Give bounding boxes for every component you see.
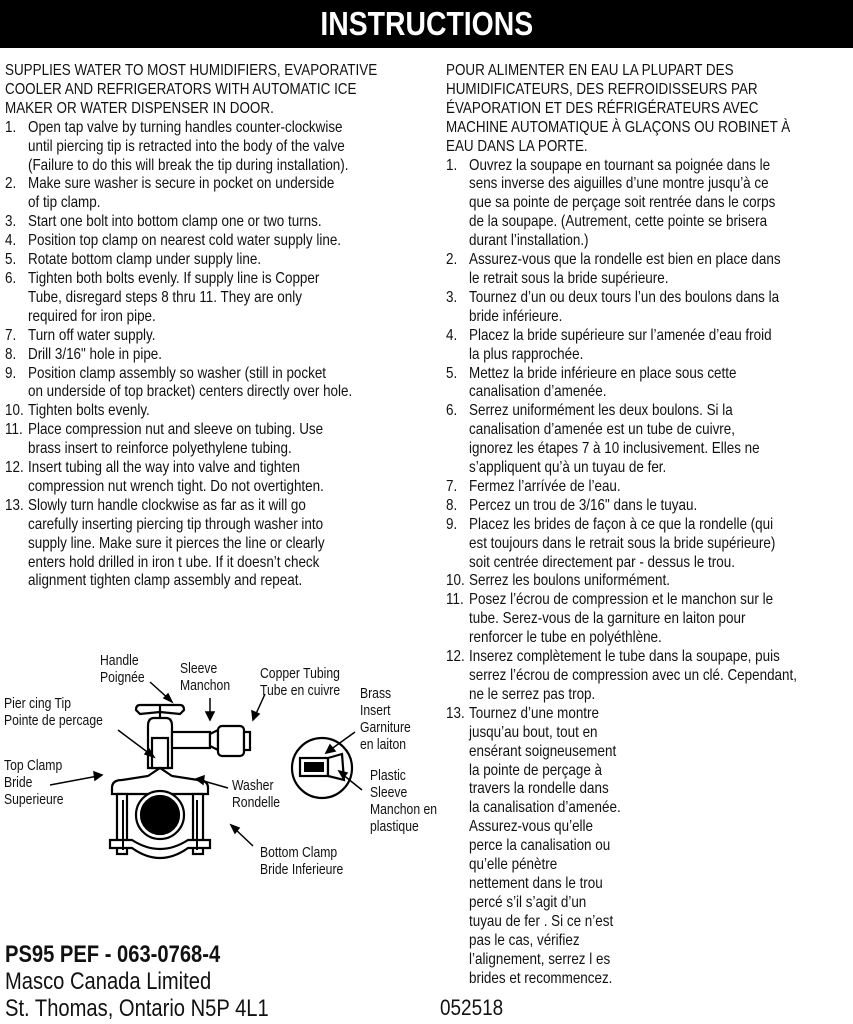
instruction-step	[5, 402, 430, 421]
step-number: 1.	[446, 156, 458, 174]
english-steps-list	[5, 119, 430, 592]
intro-line: POUR ALIMENTER EN EAU LA PLUPART DES	[446, 62, 734, 79]
instruction-step	[446, 572, 851, 591]
step-number: 11.	[5, 421, 23, 439]
instruction-step	[5, 421, 430, 459]
intro-line: EAU DANS LA PORTE.	[446, 137, 588, 155]
step-text: Tournez d’un ou deux tours l’un des boulons dans la bride inférieure.	[469, 288, 780, 325]
english-instructions	[5, 62, 430, 591]
document-number: 052518	[440, 995, 504, 1020]
step-number: 2.	[5, 175, 17, 193]
instruction-step	[446, 365, 851, 403]
step-text: Percez un trou de 3/16" dans le tuyau.	[469, 496, 698, 514]
step-number: 9.	[446, 515, 458, 533]
french-intro	[446, 62, 851, 157]
step-text: Serrez les boulons uniformément.	[469, 572, 670, 590]
step-number: 3.	[5, 213, 17, 231]
step-number: 9.	[5, 364, 17, 382]
step-number: 12.	[446, 648, 465, 666]
step-text: Tighten bolts evenly.	[28, 402, 150, 420]
english-intro	[5, 62, 430, 119]
step-text: Position clamp assembly so washer (still in pocket on underside of top bracket) centers directly over hole.	[28, 364, 353, 401]
saddle-valve-diagram	[0, 650, 440, 890]
step-text: Drill 3/16" hole in pipe.	[28, 345, 163, 363]
step-text: Make sure washer is secure in pocket on underside of tip clamp.	[28, 175, 335, 212]
footer	[5, 941, 319, 1022]
instruction-step	[446, 516, 851, 573]
label-handle: Handle Poignée	[100, 653, 145, 686]
step-number: 7.	[5, 326, 17, 344]
step-text: Insert tubing all the way into valve and tighten compression nut wrench tight. Do not overtighten.	[28, 459, 324, 495]
step-text: Place compression nut and sleeve on tubing. Use brass insert to reinforce polyethylene tubing.	[28, 421, 324, 458]
instruction-step	[5, 251, 430, 270]
intro-line: HUMIDIFICATEURS, DES REFROIDISSEURS PAR	[446, 80, 758, 98]
step-text: Position top clamp on nearest cold water supply line.	[28, 232, 342, 250]
step-text: Mettez la bride inférieure en place sous cette canalisation d’amenée.	[469, 364, 737, 401]
instruction-step	[446, 591, 851, 648]
instruction-step	[5, 459, 430, 497]
instruction-step	[5, 270, 430, 327]
step-number: 8.	[446, 496, 458, 514]
intro-line: ÉVAPORATION ET DES RÉFRIGÉRATEURS AVEC	[446, 99, 759, 117]
step-text: Fermez l’arrívée de l’eau.	[469, 477, 621, 495]
label-piercing-tip: Pier cing Tip Pointe de percage	[4, 696, 103, 729]
step-number: 5.	[5, 251, 17, 269]
step-text: Serrez uniformément les deux boulons. Si la canalisation d’amenée est un tube de cuivre, ignorez les étapes 7 à 10 inclusivement. Elles ne s’appliquent qu’à un tuyau de fer.	[469, 402, 760, 477]
step-text: Placez la bride supérieure sur l’amenée d’eau froid la plus rapprochée.	[469, 326, 772, 363]
step-text: Open tap valve by turning handles counter-clockwise until piercing tip is retracted into the body of the valve (Failure to do this will break the tip during installation).	[28, 118, 349, 174]
instruction-step	[5, 232, 430, 251]
instruction-step	[446, 705, 851, 989]
instruction-step	[446, 648, 851, 705]
instruction-step	[446, 327, 851, 365]
step-number: 7.	[446, 477, 458, 495]
step-number: 6.	[446, 402, 458, 420]
step-text: Turn off water supply.	[28, 326, 156, 344]
step-number: 10.	[5, 402, 24, 420]
instruction-step	[5, 175, 430, 213]
intro-line: COOLER AND REFRIGERATORS WITH AUTOMATIC ICE	[5, 80, 357, 98]
step-number: 13.	[446, 704, 465, 722]
step-text: Inserez complètement le tube dans la soupape, puis serrez l’écrou de compression avec un clé. Cependant, ne le serrez pas trop.	[469, 648, 797, 703]
instruction-step	[5, 497, 430, 592]
step-text: Tighten both bolts evenly. If supply line is Copper Tube, disregard steps 8 thru 11. They are only required for iron pipe.	[28, 269, 320, 325]
step-text: Slowly turn handle clockwise as far as it will go carefully inserting piercing tip through washer into supply line. Make sure it pierces the line or clearly enters hold drilled in iron t ube. If it doesn’t check alignment tighten clamp assembly and repeat.	[28, 496, 325, 590]
step-text: Posez l’écrou de compression et le manchon sur le tube. Serez-vous de la garniture en laiton pour renforcer le tube en polyéthlène.	[469, 591, 774, 647]
step-number: 1.	[5, 118, 17, 136]
product-code: PS95 PEF - 063-0768-4	[5, 941, 221, 968]
company-address: St. Thomas, Ontario N5P 4L1	[5, 995, 269, 1022]
step-text: Placez les brides de façon à ce que la rondelle (qui est toujours dans le retrait sous la bride supérieure) soit centrée directement par - dessus le trou.	[469, 515, 776, 571]
step-text: Ouvrez la soupape en tournant sa poignée dans le sens inverse des aiguilles d’une montre jusqu’à ce que sa pointe de perçage soit rentrée dans le corps de la soupape. (Autrement, cette pointe se brisera durant l’installation.)	[469, 156, 776, 250]
instruction-step	[5, 213, 430, 232]
title-bar	[0, 0, 853, 48]
step-number: 3.	[446, 288, 458, 306]
intro-line: MACHINE AUTOMATIQUE À GLAÇONS OU ROBINET À	[446, 118, 791, 136]
label-brass-insert: Brass Insert Garniture en laiton	[360, 686, 411, 753]
page-title: INSTRUCTIONS	[320, 5, 533, 42]
step-text: Start one bolt into bottom clamp one or two turns.	[28, 213, 322, 231]
instruction-step	[446, 251, 851, 289]
step-number: 4.	[5, 232, 17, 250]
label-sleeve: Sleeve Manchon	[180, 661, 231, 694]
instruction-step	[446, 478, 851, 497]
instruction-step	[5, 346, 430, 365]
label-top-clamp: Top Clamp Bride Superieure	[4, 758, 64, 808]
step-number: 5.	[446, 364, 458, 382]
step-number: 12.	[5, 459, 24, 477]
intro-line: SUPPLIES WATER TO MOST HUMIDIFIERS, EVAPORATIVE	[5, 62, 378, 79]
french-steps-list	[446, 157, 851, 989]
step-text: Assurez-vous que la rondelle est bien en place dans le retrait sous la bride supérieure.	[469, 251, 781, 287]
label-washer: Washer Rondelle	[232, 778, 281, 811]
step-number: 4.	[446, 326, 458, 344]
step-number: 8.	[5, 345, 17, 363]
step-number: 11.	[446, 591, 464, 609]
instruction-step	[446, 289, 851, 327]
instruction-step	[446, 402, 851, 478]
step-number: 6.	[5, 269, 17, 287]
intro-line: MAKER OR WATER DISPENSER IN DOOR.	[5, 99, 274, 117]
step-number: 10.	[446, 572, 465, 590]
instruction-step	[5, 327, 430, 346]
instruction-step	[446, 157, 851, 252]
label-plastic-sleeve: Plastic Sleeve Manchon en plastique	[370, 768, 438, 835]
instruction-step	[5, 119, 430, 176]
instruction-step	[5, 365, 430, 403]
label-copper-tubing: Copper Tubing Tube en cuivre	[260, 666, 341, 699]
step-text: Rotate bottom clamp under supply line.	[28, 251, 262, 269]
label-bottom-clamp: Bottom Clamp Bride Inferieure	[260, 845, 344, 878]
step-number: 2.	[446, 251, 458, 269]
french-instructions	[446, 62, 851, 988]
company-name: Masco Canada Limited	[5, 968, 212, 995]
instruction-step	[446, 497, 851, 516]
step-text: Tournez d’une montre jusqu’au bout, tout en ensérant soigneusement la pointe de perçage à travers la rondelle dans la canalisation d’amenée. Assurez-vous qu’elle perce la canalisation ou qu’elle pénètre nettement dans le trou percé s’il s’agit d’un tuyau de fer . Si ce n’est pas le cas, vérifiez l’alignement, serrez l es brides et recommencez.	[469, 704, 621, 987]
step-number: 13.	[5, 496, 24, 514]
